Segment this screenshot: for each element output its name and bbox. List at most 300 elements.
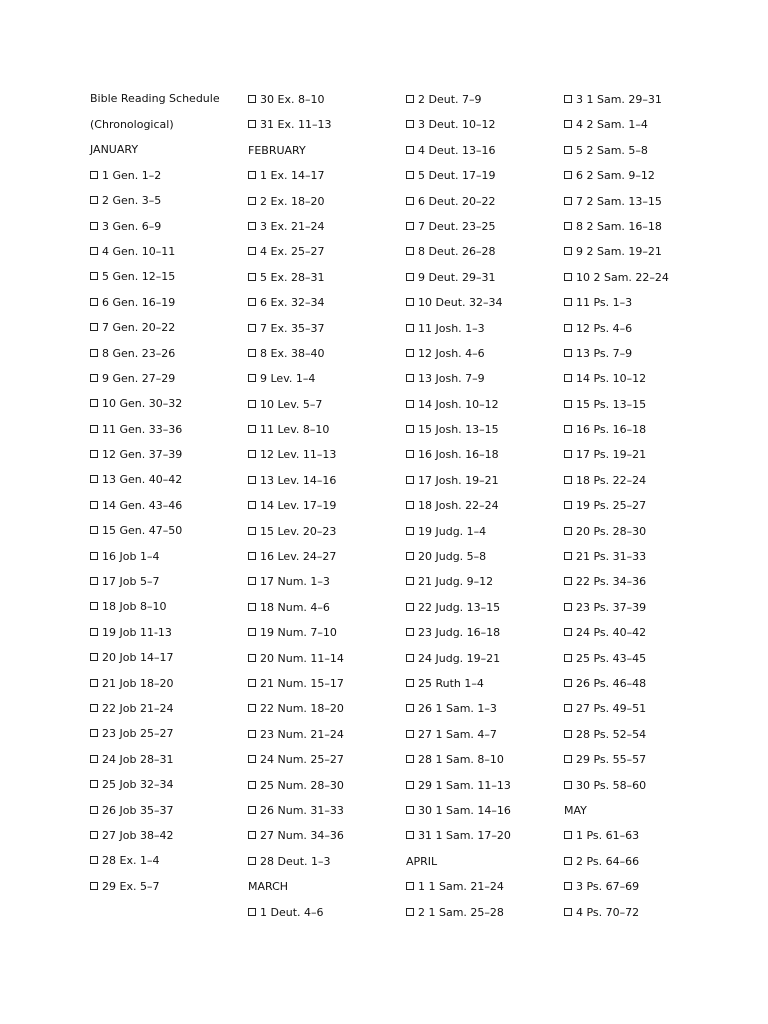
checkbox-icon[interactable]: [406, 425, 414, 433]
reading-item: [406, 675, 556, 700]
checkbox-icon[interactable]: [248, 577, 256, 585]
reading-item: [564, 700, 714, 725]
checkbox-icon[interactable]: [406, 400, 414, 408]
checkbox-icon[interactable]: [406, 476, 414, 484]
reading-item: [248, 243, 398, 268]
reading-label: 18 Job 8–10: [102, 600, 167, 614]
reading-label: 14 Ps. 10–12: [576, 372, 647, 386]
checkbox-icon[interactable]: [248, 628, 256, 636]
reading-item: [406, 142, 556, 167]
checkbox-icon[interactable]: [564, 908, 572, 916]
checkbox-icon[interactable]: [90, 501, 98, 509]
checkbox-icon[interactable]: [90, 856, 98, 864]
reading-label: 27 Ps. 49–51: [576, 702, 647, 716]
reading-label: 29 1 Sam. 11–13: [418, 778, 511, 792]
checkbox-icon[interactable]: [90, 755, 98, 763]
checkbox-icon[interactable]: [406, 247, 414, 255]
checkbox-icon[interactable]: [564, 628, 572, 636]
checkbox-icon[interactable]: [564, 603, 572, 611]
checkbox-icon[interactable]: [406, 755, 414, 763]
checkbox-icon[interactable]: [564, 298, 572, 306]
checkbox-icon[interactable]: [564, 95, 572, 103]
reading-label: 9 2 Sam. 19–21: [576, 245, 662, 259]
checkbox-icon[interactable]: [248, 730, 256, 738]
reading-label: 24 Ps. 40–42: [576, 626, 647, 640]
checkbox-icon[interactable]: [248, 755, 256, 763]
reading-label: 16 Ps. 16–18: [576, 423, 647, 437]
reading-item: [406, 396, 556, 421]
reading-item: [564, 269, 714, 294]
checkbox-icon[interactable]: [564, 527, 572, 535]
checkbox-icon[interactable]: [564, 247, 572, 255]
checkbox-icon[interactable]: [406, 628, 414, 636]
checkbox-icon[interactable]: [564, 755, 572, 763]
checkbox-icon[interactable]: [564, 273, 572, 281]
reading-item: [90, 522, 240, 547]
reading-label: 6 Ex. 32–34: [260, 296, 325, 310]
checkbox-icon[interactable]: [90, 171, 98, 179]
checkbox-icon[interactable]: [248, 603, 256, 611]
checkbox-icon[interactable]: [564, 349, 572, 357]
checkbox-icon[interactable]: [90, 780, 98, 788]
reading-item: [90, 878, 240, 903]
reading-item: [248, 650, 398, 675]
reading-item: [90, 167, 240, 192]
checkbox-icon[interactable]: [406, 806, 414, 814]
reading-item: [406, 370, 556, 395]
reading-item: [248, 269, 398, 294]
reading-item: [248, 320, 398, 345]
checkbox-icon[interactable]: [248, 908, 256, 916]
reading-item: [564, 91, 714, 116]
checkbox-icon[interactable]: [248, 324, 256, 332]
reading-item: [406, 751, 556, 776]
checkbox-icon[interactable]: [90, 653, 98, 661]
reading-label: 14 Lev. 17–19: [260, 499, 337, 513]
reading-label: 2 Ps. 64–66: [576, 854, 640, 868]
reading-item: [90, 725, 240, 750]
reading-label: 7 Deut. 23–25: [418, 219, 496, 233]
reading-item: [248, 599, 398, 624]
checkbox-icon[interactable]: [90, 247, 98, 255]
reading-item: [90, 370, 240, 395]
reading-item: [90, 345, 240, 370]
checkbox-icon[interactable]: [90, 222, 98, 230]
reading-item: [406, 599, 556, 624]
reading-label: 3 Deut. 10–12: [418, 118, 496, 132]
checkbox-icon[interactable]: [406, 146, 414, 154]
reading-label: 11 Lev. 8–10: [260, 423, 330, 437]
checkbox-icon[interactable]: [564, 374, 572, 382]
reading-label: 2 Ex. 18–20: [260, 194, 325, 208]
checkbox-icon[interactable]: [406, 298, 414, 306]
checkbox-icon[interactable]: [564, 222, 572, 230]
reading-label: 10 Deut. 32–34: [418, 296, 503, 310]
reading-label: 10 2 Sam. 22–24: [576, 270, 669, 284]
reading-item: [248, 777, 398, 802]
checkbox-icon[interactable]: [248, 654, 256, 662]
reading-label: 26 Job 35–37: [102, 803, 174, 817]
reading-item: [90, 243, 240, 268]
checkbox-icon[interactable]: [248, 273, 256, 281]
checkbox-icon[interactable]: [406, 95, 414, 103]
reading-label: 27 Job 38–42: [102, 828, 174, 842]
checkbox-icon[interactable]: [564, 781, 572, 789]
checkbox-icon[interactable]: [406, 171, 414, 179]
reading-item: [248, 446, 398, 471]
checkbox-icon[interactable]: [90, 628, 98, 636]
checkbox-icon[interactable]: [564, 425, 572, 433]
checkbox-icon[interactable]: [406, 704, 414, 712]
checkbox-icon[interactable]: [90, 704, 98, 712]
reading-item: [564, 523, 714, 548]
checkbox-icon[interactable]: [248, 425, 256, 433]
reading-label: 25 Ruth 1–4: [418, 676, 484, 690]
reading-item: [564, 294, 714, 319]
reading-label: 29 Ex. 5–7: [102, 879, 160, 893]
checkbox-icon[interactable]: [90, 374, 98, 382]
reading-item: [406, 218, 556, 243]
checkbox-icon[interactable]: [406, 273, 414, 281]
checkbox-icon[interactable]: [564, 197, 572, 205]
checkbox-icon[interactable]: [406, 654, 414, 662]
checkbox-icon[interactable]: [406, 527, 414, 535]
reading-label: 25 Ps. 43–45: [576, 651, 647, 665]
reading-item: [564, 472, 714, 497]
reading-item: [406, 269, 556, 294]
checkbox-icon[interactable]: [564, 577, 572, 585]
reading-label: 17 Josh. 19–21: [418, 473, 499, 487]
reading-label: 4 Gen. 10–11: [102, 244, 176, 258]
reading-item: [406, 548, 556, 573]
reading-item: [248, 421, 398, 446]
reading-label: 8 Deut. 26–28: [418, 245, 496, 259]
checkbox-icon[interactable]: [90, 831, 98, 839]
reading-item: [90, 319, 240, 344]
checkbox-icon[interactable]: [564, 146, 572, 154]
checkbox-icon[interactable]: [90, 323, 98, 331]
reading-label: 15 Josh. 13–15: [418, 423, 499, 437]
checkbox-icon[interactable]: [406, 501, 414, 509]
reading-item: [90, 624, 240, 649]
checkbox-icon[interactable]: [90, 425, 98, 433]
reading-item: [406, 904, 556, 929]
checkbox-icon[interactable]: [564, 552, 572, 560]
reading-label: 26 Ps. 46–48: [576, 676, 647, 690]
month-heading: APRIL: [406, 854, 438, 868]
reading-item: [406, 294, 556, 319]
reading-label: 28 Ex. 1–4: [102, 854, 160, 868]
reading-item: [406, 193, 556, 218]
reading-label: 16 Josh. 16–18: [418, 448, 499, 462]
reading-item: [564, 396, 714, 421]
checkbox-icon[interactable]: [248, 120, 256, 128]
reading-label: 23 Ps. 37–39: [576, 600, 647, 614]
checkbox-icon[interactable]: [248, 222, 256, 230]
checkbox-icon[interactable]: [564, 476, 572, 484]
reading-label: 19 Num. 7–10: [260, 626, 337, 640]
checkbox-icon[interactable]: [90, 298, 98, 306]
checkbox-icon[interactable]: [90, 729, 98, 737]
reading-label: 28 Deut. 1–3: [260, 854, 331, 868]
reading-item: [90, 421, 240, 446]
checkbox-icon[interactable]: [248, 400, 256, 408]
reading-label: 28 Ps. 52–54: [576, 727, 647, 741]
reading-label: 27 Num. 34–36: [260, 829, 344, 843]
checkbox-icon[interactable]: [564, 120, 572, 128]
reading-label: 15 Ps. 13–15: [576, 397, 647, 411]
reading-label: 5 2 Sam. 5–8: [576, 143, 648, 157]
checkbox-icon[interactable]: [90, 349, 98, 357]
reading-label: 15 Lev. 20–23: [260, 524, 337, 538]
reading-label: 12 Josh. 4–6: [418, 346, 485, 360]
reading-item: [90, 218, 240, 243]
reading-item: [406, 827, 556, 852]
reading-label: 7 Gen. 20–22: [102, 321, 176, 335]
reading-label: 11 Gen. 33–36: [102, 422, 183, 436]
checkbox-icon[interactable]: [564, 831, 572, 839]
reading-label: 4 2 Sam. 1–4: [576, 118, 648, 132]
reading-label: 5 Ex. 28–31: [260, 270, 325, 284]
reading-label: 4 Deut. 13–16: [418, 143, 496, 157]
reading-item: [90, 649, 240, 674]
reading-item: [564, 243, 714, 268]
checkbox-icon[interactable]: [90, 552, 98, 560]
checkbox-icon[interactable]: [406, 120, 414, 128]
reading-item: [564, 624, 714, 649]
checkbox-icon[interactable]: [406, 730, 414, 738]
reading-item: [564, 751, 714, 776]
checkbox-icon[interactable]: [406, 552, 414, 560]
reading-label: 11 Ps. 1–3: [576, 296, 633, 310]
checkbox-icon[interactable]: [248, 781, 256, 789]
checkbox-icon[interactable]: [406, 577, 414, 585]
reading-label: 24 Judg. 19–21: [418, 651, 501, 665]
reading-item: [564, 421, 714, 446]
checkbox-icon[interactable]: [90, 399, 98, 407]
reading-label: 5 Gen. 12–15: [102, 270, 176, 284]
reading-label: 28 1 Sam. 8–10: [418, 753, 504, 767]
reading-item: [248, 396, 398, 421]
checkbox-icon[interactable]: [406, 908, 414, 916]
reading-item: [406, 243, 556, 268]
reading-item: [564, 446, 714, 471]
reading-label: 22 Ps. 34–36: [576, 575, 647, 589]
reading-label: 26 Num. 31–33: [260, 803, 344, 817]
reading-label: 13 Gen. 40–42: [102, 473, 183, 487]
reading-item: [248, 497, 398, 522]
checkbox-icon[interactable]: [248, 704, 256, 712]
reading-item: [248, 751, 398, 776]
reading-item: [564, 116, 714, 141]
checkbox-icon[interactable]: [90, 450, 98, 458]
checkbox-icon[interactable]: [406, 324, 414, 332]
document-subtitle: (Chronological): [90, 118, 174, 131]
checkbox-icon[interactable]: [248, 679, 256, 687]
reading-item: [564, 167, 714, 192]
checkbox-icon[interactable]: [564, 171, 572, 179]
reading-label: 10 Lev. 5–7: [260, 397, 323, 411]
checkbox-icon[interactable]: [406, 450, 414, 458]
reading-item: [248, 193, 398, 218]
reading-label: 6 Gen. 16–19: [102, 295, 176, 309]
checkbox-icon[interactable]: [248, 831, 256, 839]
reading-item: [248, 167, 398, 192]
reading-item: [248, 218, 398, 243]
checkbox-icon[interactable]: [406, 349, 414, 357]
schedule-column-4: [564, 91, 714, 929]
reading-label: 11 Josh. 1–3: [418, 321, 485, 335]
reading-item: [248, 802, 398, 827]
checkbox-icon[interactable]: [564, 450, 572, 458]
reading-item: [406, 726, 556, 751]
checkbox-icon[interactable]: [90, 526, 98, 534]
checkbox-icon[interactable]: [406, 603, 414, 611]
schedule-column-1: [90, 91, 240, 903]
checkbox-icon[interactable]: [564, 857, 572, 865]
checkbox-icon[interactable]: [248, 247, 256, 255]
checkbox-icon[interactable]: [406, 882, 414, 890]
checkbox-icon[interactable]: [248, 349, 256, 357]
column-1-entries: [90, 141, 240, 903]
reading-label: 24 Job 28–31: [102, 752, 174, 766]
checkbox-icon[interactable]: [564, 501, 572, 509]
reading-label: 14 Josh. 10–12: [418, 397, 499, 411]
reading-item: [90, 294, 240, 319]
reading-label: 18 Ps. 22–24: [576, 473, 647, 487]
checkbox-icon[interactable]: [90, 679, 98, 687]
reading-label: 13 Lev. 14–16: [260, 473, 337, 487]
checkbox-icon[interactable]: [564, 654, 572, 662]
checkbox-icon[interactable]: [406, 679, 414, 687]
reading-label: 21 Job 18–20: [102, 676, 174, 690]
reading-item: [564, 853, 714, 878]
checkbox-icon[interactable]: [90, 602, 98, 610]
checkbox-icon[interactable]: [564, 882, 572, 890]
reading-item: [248, 573, 398, 598]
reading-item: [90, 700, 240, 725]
reading-item: [564, 573, 714, 598]
reading-item: [90, 471, 240, 496]
checkbox-icon[interactable]: [90, 272, 98, 280]
checkbox-icon[interactable]: [564, 730, 572, 738]
reading-label: 1 Ps. 61–63: [576, 829, 640, 843]
checkbox-icon[interactable]: [248, 527, 256, 535]
reading-item: [564, 345, 714, 370]
reading-label: 19 Ps. 25–27: [576, 499, 647, 513]
reading-item: [564, 675, 714, 700]
reading-item: [406, 320, 556, 345]
reading-item: [406, 91, 556, 116]
checkbox-icon[interactable]: [406, 222, 414, 230]
checkbox-icon[interactable]: [90, 882, 98, 890]
month-heading: MARCH: [248, 880, 289, 894]
checkbox-icon[interactable]: [564, 679, 572, 687]
reading-label: 4 Ps. 70–72: [576, 905, 640, 919]
reading-item: [248, 827, 398, 852]
checkbox-icon[interactable]: [248, 95, 256, 103]
reading-label: 21 Judg. 9–12: [418, 575, 494, 589]
reading-item: [564, 904, 714, 929]
schedule-column-2: [248, 91, 398, 929]
checkbox-icon[interactable]: [564, 704, 572, 712]
reading-item: [564, 548, 714, 573]
checkbox-icon[interactable]: [248, 806, 256, 814]
reading-label: 7 Ex. 35–37: [260, 321, 325, 335]
reading-label: 27 1 Sam. 4–7: [418, 727, 497, 741]
checkbox-icon[interactable]: [248, 857, 256, 865]
reading-item: [564, 599, 714, 624]
reading-label: 16 Lev. 24–27: [260, 550, 337, 564]
reading-label: 2 Gen. 3–5: [102, 194, 162, 208]
checkbox-icon[interactable]: [90, 577, 98, 585]
checkbox-icon[interactable]: [90, 475, 98, 483]
reading-label: 2 1 Sam. 25–28: [418, 905, 504, 919]
reading-item: [406, 700, 556, 725]
checkbox-icon[interactable]: [248, 450, 256, 458]
reading-item: [406, 116, 556, 141]
reading-item: [248, 700, 398, 725]
reading-label: 24 Num. 25–27: [260, 753, 344, 767]
reading-label: 17 Job 5–7: [102, 575, 160, 589]
reading-item: [564, 497, 714, 522]
reading-item: [90, 497, 240, 522]
checkbox-icon[interactable]: [564, 324, 572, 332]
reading-item: [90, 751, 240, 776]
reading-label: 7 2 Sam. 13–15: [576, 194, 662, 208]
reading-item: [248, 345, 398, 370]
reading-label: 22 Judg. 13–15: [418, 600, 501, 614]
checkbox-icon[interactable]: [248, 197, 256, 205]
reading-label: 25 Job 32–34: [102, 778, 174, 792]
checkbox-icon[interactable]: [406, 781, 414, 789]
checkbox-icon[interactable]: [90, 806, 98, 814]
checkbox-icon[interactable]: [248, 476, 256, 484]
reading-item: [564, 777, 714, 802]
reading-label: 8 Ex. 38–40: [260, 346, 325, 360]
checkbox-icon[interactable]: [248, 552, 256, 560]
checkbox-icon[interactable]: [406, 374, 414, 382]
reading-item: [406, 777, 556, 802]
checkbox-icon[interactable]: [248, 171, 256, 179]
checkbox-icon[interactable]: [90, 196, 98, 204]
checkbox-icon[interactable]: [248, 374, 256, 382]
reading-label: 31 Ex. 11–13: [260, 118, 332, 132]
reading-item: [90, 192, 240, 217]
reading-label: 12 Gen. 37–39: [102, 448, 183, 462]
reading-label: 12 Ps. 4–6: [576, 321, 633, 335]
reading-item: [406, 345, 556, 370]
checkbox-icon[interactable]: [248, 501, 256, 509]
reading-label: 22 Num. 18–20: [260, 702, 344, 716]
month-heading: MAY: [564, 803, 587, 817]
reading-item: [90, 548, 240, 573]
reading-label: 2 Deut. 7–9: [418, 93, 482, 106]
reading-label: 22 Job 21–24: [102, 701, 174, 715]
checkbox-icon[interactable]: [406, 197, 414, 205]
reading-item: [564, 827, 714, 852]
checkbox-icon[interactable]: [564, 400, 572, 408]
reading-label: 29 Ps. 55–57: [576, 753, 647, 767]
reading-label: 20 Job 14–17: [102, 651, 174, 665]
checkbox-icon[interactable]: [248, 298, 256, 306]
reading-label: 30 1 Sam. 14–16: [418, 803, 511, 817]
reading-label: 12 Lev. 11–13: [260, 448, 337, 462]
checkbox-icon[interactable]: [406, 831, 414, 839]
reading-item: [90, 852, 240, 877]
reading-item: [406, 421, 556, 446]
reading-item: [90, 802, 240, 827]
